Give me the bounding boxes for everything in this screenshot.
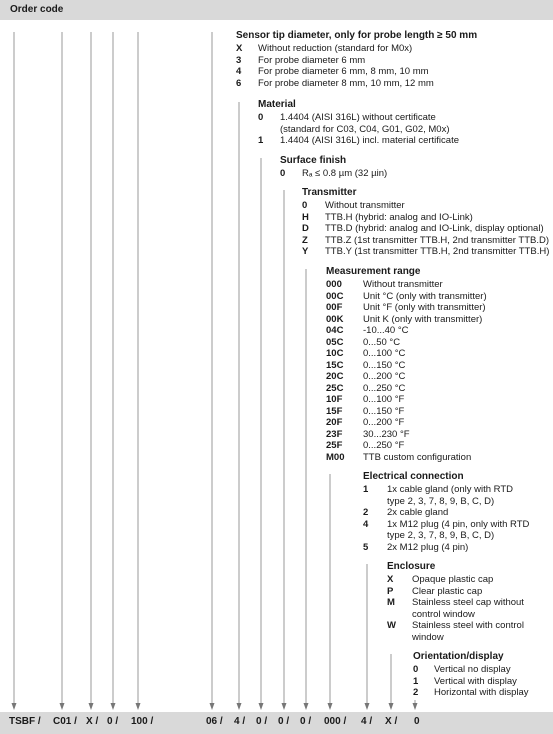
option-key <box>387 609 412 621</box>
arrowhead <box>136 703 141 710</box>
option-row <box>302 235 549 247</box>
section-title: Transmitter <box>302 187 357 198</box>
option-description: Stainless steel with control <box>412 620 524 631</box>
option-description: 0...200 °C <box>363 371 406 382</box>
option-key: 00F <box>326 302 343 313</box>
option-description: window <box>412 631 444 643</box>
option-section <box>236 30 477 89</box>
option-key: 00C <box>326 290 344 302</box>
option-row <box>302 223 549 235</box>
option-key: 20F <box>326 417 343 428</box>
option-key: 15C <box>326 359 344 371</box>
option-description: control window <box>412 608 475 620</box>
option-row <box>326 371 487 383</box>
option-row <box>302 200 549 212</box>
option-key <box>258 124 280 136</box>
option-key: X <box>387 574 394 585</box>
arrowhead <box>60 703 65 710</box>
option-key: 5 <box>363 541 369 553</box>
option-section <box>387 561 524 643</box>
option-row <box>387 620 524 632</box>
option-description: Rₐ ≤ 0.8 µm (32 µin) <box>302 168 388 179</box>
option-description: 0...250 °C <box>363 382 406 394</box>
option-key: 3 <box>236 54 242 66</box>
option-description: 1.4404 (AISI 316L) without certificate <box>280 112 436 123</box>
option-description: 0...250 °F <box>363 440 405 451</box>
option-key: 15F <box>326 405 343 417</box>
option-key: 1 <box>258 135 264 146</box>
option-key: 0 <box>280 168 286 179</box>
option-row <box>326 440 487 452</box>
section-title: Orientation/display <box>413 651 504 662</box>
option-description: type 2, 3, 7, 8, 9, B, C, D) <box>387 495 495 507</box>
arrowhead <box>328 703 333 710</box>
option-key: 25F <box>326 440 343 451</box>
order-code-segment: 100 / <box>131 716 154 727</box>
option-key: H <box>302 211 309 223</box>
option-description: -10...40 °C <box>363 325 409 336</box>
option-description: TTB.H (hybrid: analog and IO-Link) <box>325 211 473 223</box>
section-title: Electrical connection <box>363 471 464 482</box>
option-row <box>363 496 529 508</box>
option-row <box>387 632 524 644</box>
option-description: Stainless steel cap without <box>412 597 524 608</box>
arrowhead <box>237 703 242 710</box>
option-row <box>363 542 529 554</box>
option-key: 25C <box>326 382 344 394</box>
option-row <box>258 124 459 136</box>
option-description: For probe diameter 6 mm, 8 mm, 10 mm <box>258 66 429 77</box>
option-key: Y <box>302 246 309 257</box>
option-row <box>387 609 524 621</box>
option-description: TTB.Y (1st transmitter TTB.H, 2nd transmitter TTB.H) <box>325 246 550 257</box>
order-code-segment: 0 / <box>107 716 119 727</box>
option-description: 2x M12 plug (4 pin) <box>387 541 469 553</box>
option-key: D <box>302 223 309 234</box>
option-description: Opaque plastic cap <box>412 574 494 585</box>
option-key: X <box>236 43 243 54</box>
option-row <box>326 348 487 360</box>
option-row <box>363 507 529 519</box>
option-key: M00 <box>326 451 345 463</box>
order-code-segment: 06 / <box>206 716 223 727</box>
option-key: P <box>387 585 394 597</box>
section-title: Material <box>258 99 296 110</box>
option-key: 2 <box>363 507 369 518</box>
option-row <box>326 383 487 395</box>
option-description: Vertical no display <box>434 664 511 675</box>
order-code-segment: 0 / <box>300 716 312 727</box>
option-description: (standard for C03, C04, G01, G02, M0x) <box>280 123 450 135</box>
option-description: Unit °C (only with transmitter) <box>363 290 487 302</box>
arrowhead <box>282 703 287 710</box>
order-code-segment: 0 / <box>278 716 290 727</box>
option-row <box>236 55 477 67</box>
option-row <box>326 337 487 349</box>
section-title: Sensor tip diameter, only for probe length ≥ 50 mm <box>236 30 478 41</box>
order-code-bar <box>0 712 553 734</box>
option-description: For probe diameter 6 mm <box>258 54 366 66</box>
option-description: 1x M12 plug (4 pin, only with RTD <box>387 518 530 530</box>
option-key: 4 <box>236 66 242 77</box>
option-row <box>280 168 387 180</box>
option-description: Clear plastic cap <box>412 585 483 597</box>
option-key: 10C <box>326 348 344 359</box>
option-key: 6 <box>236 77 242 89</box>
option-row <box>302 246 549 258</box>
option-key: 000 <box>326 279 342 290</box>
option-description: 0...150 °C <box>363 359 406 371</box>
option-row <box>326 429 487 441</box>
option-description: Without reduction (standard for M0x) <box>258 43 413 54</box>
arrowhead <box>259 703 264 710</box>
option-section <box>413 651 529 699</box>
option-description: Unit K (only with transmitter) <box>363 313 483 325</box>
option-row <box>363 519 529 531</box>
option-section <box>363 471 529 553</box>
option-description: TTB.Z (1st transmitter TTB.H, 2nd transmitter TTB.D) <box>325 234 549 246</box>
option-row <box>326 417 487 429</box>
order-code-segment: 4 / <box>234 716 246 727</box>
option-row <box>326 452 487 464</box>
option-row <box>326 302 487 314</box>
arrowhead <box>413 703 418 710</box>
option-description: For probe diameter 8 mm, 10 mm, 12 mm <box>258 77 434 89</box>
option-description: 2x cable gland <box>387 507 449 518</box>
option-row <box>387 586 524 598</box>
option-key <box>387 632 412 644</box>
option-description: Without transmitter <box>363 279 443 290</box>
arrowhead <box>210 703 215 710</box>
arrowhead <box>111 703 116 710</box>
option-section <box>302 187 549 258</box>
option-row <box>258 112 459 124</box>
option-row <box>413 664 529 676</box>
option-description: Unit °F (only with transmitter) <box>363 302 486 313</box>
option-key: 0 <box>302 200 308 211</box>
option-key: 05C <box>326 336 344 348</box>
option-row <box>326 360 487 372</box>
option-row <box>236 66 477 78</box>
option-row <box>326 325 487 337</box>
option-key: 23F <box>326 428 343 440</box>
order-code-segment: TSBF / <box>9 716 41 727</box>
option-key: Z <box>302 234 308 246</box>
option-section <box>326 266 487 463</box>
option-description: 0...50 °C <box>363 336 401 348</box>
order-code-segment: X / <box>86 716 99 727</box>
option-row <box>413 676 529 688</box>
option-section <box>280 155 387 180</box>
option-row <box>326 406 487 418</box>
option-row <box>363 530 529 542</box>
option-description: 0...100 °C <box>363 348 406 359</box>
order-code-segment: 0 <box>414 716 420 727</box>
arrowhead <box>389 703 394 710</box>
option-description: 0...200 °F <box>363 417 405 428</box>
option-description: Without transmitter <box>325 200 405 211</box>
option-row <box>326 291 487 303</box>
option-key <box>363 530 387 542</box>
option-description: 1x cable gland (only with RTD <box>387 484 514 495</box>
option-description: TTB custom configuration <box>363 451 472 463</box>
option-row <box>236 78 477 90</box>
option-key: 04C <box>326 325 344 336</box>
option-row <box>363 484 529 496</box>
option-row <box>326 314 487 326</box>
section-title: Surface finish <box>280 155 347 166</box>
order-code-title: Order code <box>10 4 64 15</box>
option-key: 0 <box>258 112 264 123</box>
option-description: 0...100 °F <box>363 394 405 405</box>
option-row <box>413 687 529 699</box>
option-row <box>302 212 549 224</box>
section-title: Enclosure <box>387 561 436 572</box>
order-code-segment: 4 / <box>361 716 373 727</box>
option-row <box>326 394 487 406</box>
option-key: 10F <box>326 394 343 405</box>
option-row <box>387 597 524 609</box>
option-description: 30...230 °F <box>363 428 410 440</box>
option-key: 1 <box>363 484 369 495</box>
option-key: 1 <box>413 675 419 687</box>
option-description: type 2, 3, 7, 8, 9, B, C, D) <box>387 530 495 541</box>
option-section <box>258 99 459 147</box>
option-description: Horizontal with display <box>434 687 529 698</box>
option-key: 0 <box>413 664 419 675</box>
arrowhead <box>89 703 94 710</box>
option-row <box>258 135 459 147</box>
option-row <box>387 574 524 586</box>
order-code-segment: 000 / <box>324 716 347 727</box>
option-key <box>363 496 387 508</box>
order-code-segment: C01 / <box>53 716 77 727</box>
option-key: M <box>387 597 395 608</box>
option-row <box>326 279 487 291</box>
option-key: W <box>387 620 396 631</box>
option-description: TTB.D (hybrid: analog and IO-Link, display optional) <box>325 223 544 234</box>
arrowhead <box>304 703 309 710</box>
option-key: 2 <box>413 687 419 698</box>
section-title: Measurement range <box>326 266 421 277</box>
option-key: 00K <box>326 313 344 325</box>
option-row <box>236 43 477 55</box>
option-key: 20C <box>326 371 344 382</box>
arrowhead <box>12 703 17 710</box>
option-description: 1.4404 (AISI 316L) incl. material certificate <box>280 135 460 146</box>
order-code-segment: X / <box>385 716 398 727</box>
option-description: 0...150 °F <box>363 405 405 417</box>
option-description: Vertical with display <box>434 675 517 687</box>
arrowhead <box>365 703 370 710</box>
order-code-segment: 0 / <box>256 716 268 727</box>
option-key: 4 <box>363 518 369 530</box>
